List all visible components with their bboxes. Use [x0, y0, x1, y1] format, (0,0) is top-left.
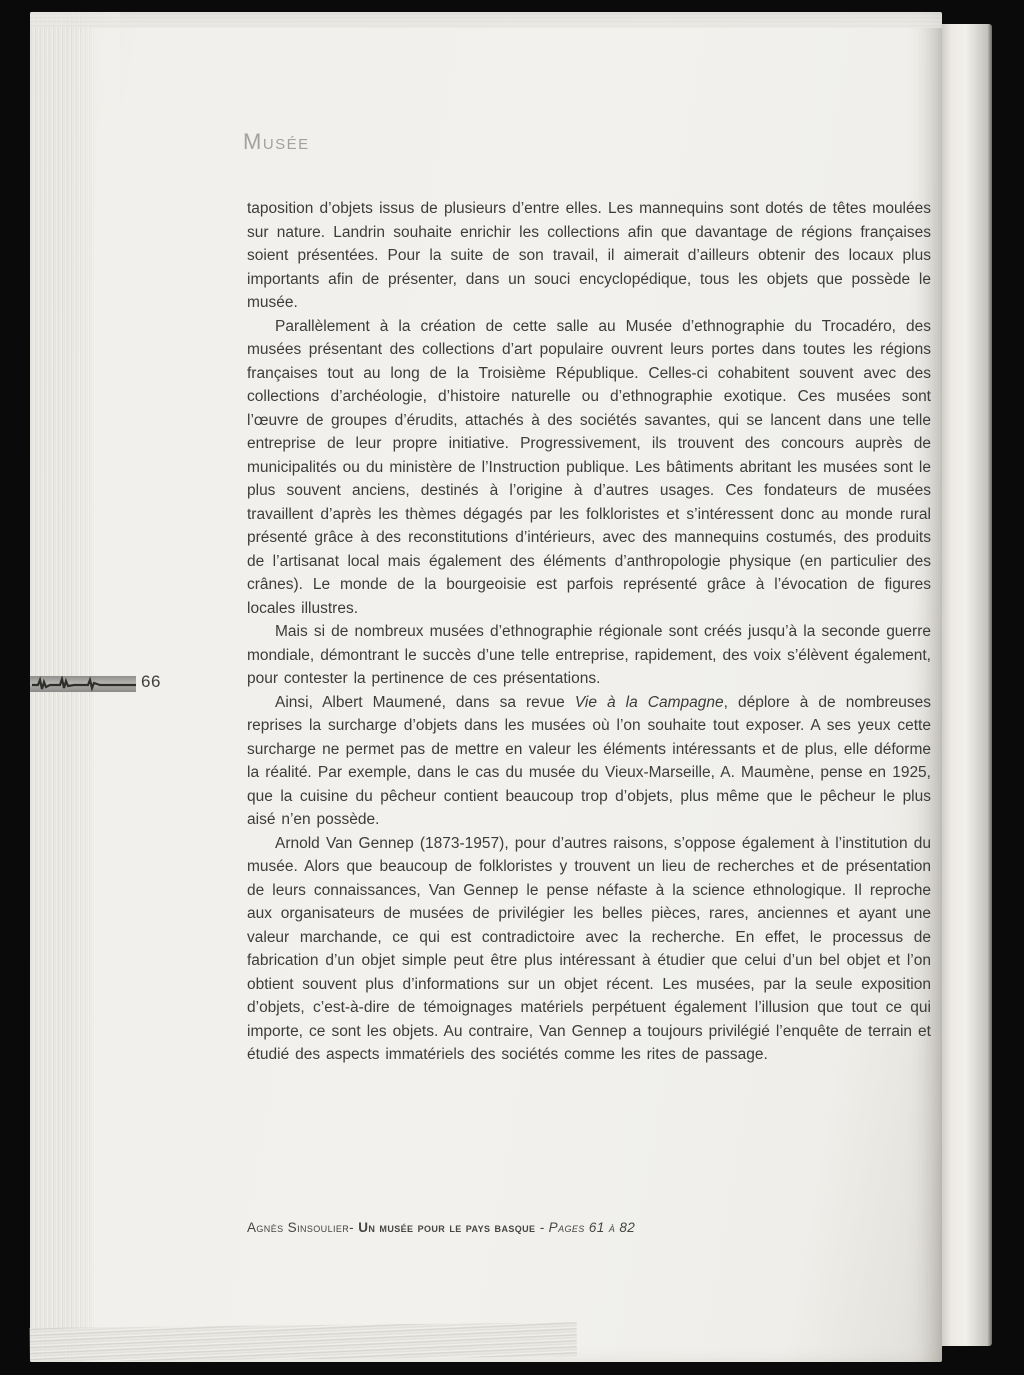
running-head: Musée	[243, 129, 310, 154]
text-segment: taposition d’objets issus de plusieurs d’entre elles. Les mannequins sont dotés de têtes moulées sur nature. Landrin souhaite enrichir les collections afin que davantage de régions françaises soient présentées. Pour la suite de son travail, il aimerait d’ailleurs obtenir des locaux plus importants afin de présenter, dans un souci encyclopédique, tous les objets que possède le musée.	[247, 200, 931, 311]
text-segment: Mais si de nombreux musées d’ethnographie régionale sont créés jusqu’à la seconde guerre mondiale, démontrant le succès d’une telle entreprise, rapidement, des voix s’élèvent également, pour contester la pertinence de ces présentations.	[247, 623, 931, 687]
binding-mark	[30, 676, 136, 692]
text-segment: Ainsi, Albert Maumené, dans sa revue	[275, 693, 575, 711]
footer-page-range: - Pages 61 à 82	[535, 1220, 636, 1235]
text-segment: Parallèlement à la création de cette salle au Musée d’ethnographie du Trocadéro, des musées présentant des collections d’art populaire ouvrent leurs portes dans toutes les régions françaises tout au long de la Troisième République. Celles-ci cohabitent souvent avec des collections d’archéologie, d’histoire naturelle ou d’ethnographie exotique. Ces musées sont l’œuvre de groupes d’érudits, attachés à des sociétés savantes, qui se lancent dans une telle entreprise de leur propre initiative. Progressivement, ils trouvent des concours auprès de municipalités ou du ministère de l’Instruction publique. Les bâtiments abritant les musées sont le plus souvent anciens, destinés à l’origine à d’autres usages. Ces fondateurs de musées travaillent d’après les thèmes dégagés par les folkloristes et s’intéressent donc au monde rural présenté grâce à des reconstitutions d’intérieurs, avec des mannequins costumés, des produits de l’artisanat local mais également des éléments d’anthropologie physique (en particulier des crânes). Le monde de la bourgeoisie est parfois représenté grâce à l’évocation de figures locales illustres.	[247, 317, 931, 617]
body-text	[247, 197, 931, 1067]
page-stack-bottom-edge	[30, 1322, 578, 1362]
paragraph	[247, 620, 931, 691]
footer-citation	[247, 1220, 931, 1235]
footer-article-title: Un musée pour le pays basque	[358, 1220, 536, 1235]
page-stack-top-edge	[30, 12, 942, 28]
paragraph	[247, 832, 931, 1067]
page-number: 66	[141, 672, 161, 691]
paragraph	[247, 197, 931, 315]
italic-text: Vie à la Campagne	[574, 693, 724, 711]
facing-page-edge	[934, 24, 992, 1346]
paragraph	[247, 691, 931, 832]
text-segment: , déplore à de nombreuses reprises la surcharge d’objets dans les musées où l’on souhaite tout exposer. A ses yeux cette surcharge ne permet pas de mettre en valeur les éléments intéressants et de plus, elle déforme la réalité. Par exemple, dans le cas du musée du Vieux-Marseille, A. Maumène, pense en 1925, que la cuisine du pêcheur contient beaucoup trop d’objets, plus même que le pêcheur le plus aisé n’en possède.	[247, 693, 931, 828]
text-segment: Arnold Van Gennep (1873-1957), pour d’autres raisons, s’oppose également à l’institution du musée. Alors que beaucoup de folkloristes y trouvent un lieu de recherches et de présentation de leurs connaissances, Van Gennep le pense néfaste à la science ethnologique. Il reproche aux organisateurs de musées de privilégier les belles pièces, rares, anciennes et ayant une valeur marchande, ce qui est contradictoire avec la recherche. En effet, le processus de fabrication d’un objet simple peut être plus intéressant à étudier que celui d’un bel objet et l’on obtient souvent plus d’informations sur un objet récent. Les musées, par la seule exposition d’objets, c’est-à-dire de témoignages matériels perpétuent également l’illusion que tout ce qui importe, ce sont les objets. Au contraire, Van Gennep a toujours privilégié l’enquête de terrain et étudié des aspects immatériels des sociétés comme les rites de passage.	[247, 834, 931, 1063]
paragraph	[247, 315, 931, 621]
footer-author: Agnès Sinsoulier-	[247, 1220, 359, 1235]
